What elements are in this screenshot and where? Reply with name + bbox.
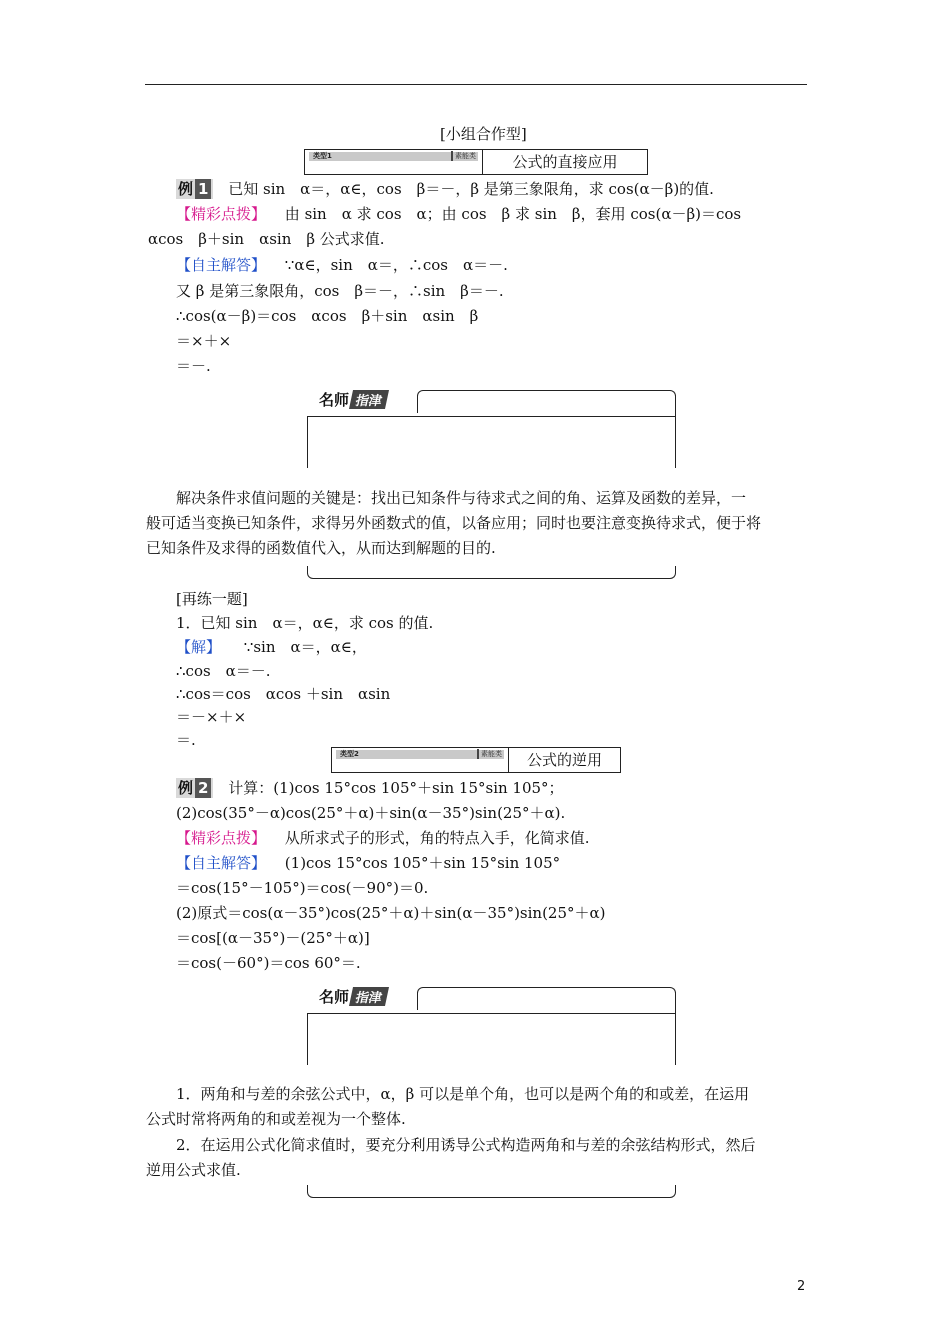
example1-solve-line1 <box>176 255 508 275</box>
tips1-head-b: 指津 <box>349 390 389 409</box>
practice-label: [再练一题] <box>176 590 248 608</box>
example2-question-line <box>176 778 564 798</box>
type2-tag <box>332 748 509 772</box>
example1-hint-label: 【精彩点拨】 <box>176 205 267 223</box>
type1-tag-label: 类型1 <box>313 152 332 160</box>
type1-box <box>304 149 648 175</box>
example2-line: ＝cos(－60°)＝cos 60°＝. <box>176 954 361 972</box>
type2-title: 公式的逆用 <box>526 751 602 769</box>
tips1-head-a: 名师 <box>319 390 350 409</box>
page-number: 2 <box>797 1279 806 1294</box>
practice-question: 1．已知 sin α＝，α∈，求 cos 的值. <box>176 614 434 632</box>
practice-line: ＝. <box>176 731 196 749</box>
example1-line: ＝×＋× <box>176 332 232 350</box>
type2-box <box>331 747 621 773</box>
tips2-head-b: 指津 <box>349 987 389 1006</box>
example2-question2: (2)cos(35°－α)cos(25°＋α)＋sin(α－35°)sin(25°＋α). <box>176 804 566 822</box>
tips2-line: 逆用公式求值. <box>146 1161 241 1179</box>
practice-line: ∴cos＝cos αcos ＋sin αsin <box>176 685 391 703</box>
example1-hint-line1 <box>176 204 741 224</box>
example2-line: ＝cos[(α－35°)－(25°＋α)] <box>176 929 370 947</box>
example2-hint-text1: 从所求式子的形式，角的特点入手，化简求值. <box>284 829 590 847</box>
practice-line: ∴cos α＝－. <box>176 662 271 680</box>
tips1-line: 已知条件及求得的函数值代入，从而达到解题的目的. <box>146 539 496 557</box>
example2-question: 计算：(1)cos 15°cos 105°＋sin 15°sin 105°； <box>228 779 564 797</box>
practice-solve-line1 <box>176 637 367 657</box>
example2-badge: 例 2 <box>176 778 213 798</box>
section-label: [小组合作型] <box>440 125 527 143</box>
practice-solve-text1: ∵sin α＝，α∈， <box>243 638 367 656</box>
header-rule <box>145 84 807 85</box>
example2-line: (2)原式＝cos(α－35°)cos(25°＋α)＋sin(α－35°)sin(25°＋α) <box>176 904 606 922</box>
example2-hint-label: 【精彩点拨】 <box>176 829 267 847</box>
example1-question: 已知 sin α＝，α∈，cos β＝－，β 是第三象限角，求 cos(α－β)的值. <box>228 180 714 198</box>
example2-hint-line <box>176 828 590 848</box>
example1-solve-text1: ∵α∈，sin α＝，∴cos α＝－. <box>284 256 508 274</box>
type2-tag-right: 素能类 <box>477 749 502 759</box>
example1-hint-line2: αcos β＋sin αsin β 公式求值. <box>148 230 385 248</box>
example1-badge: 例 1 <box>176 179 213 199</box>
tips2-line: 公式时常将两角的和或差视为一个整体. <box>146 1110 406 1128</box>
example1-solve-label: 【自主解答】 <box>176 256 267 274</box>
tips2-head-a: 名师 <box>319 987 350 1006</box>
type1-title: 公式的直接应用 <box>512 153 618 171</box>
type1-tag <box>305 150 483 174</box>
tips2-line: 1．两角和与差的余弦公式中，α，β 可以是单个角，也可以是两个角的和或差，在运用 <box>176 1085 750 1103</box>
example1-line: 又 β 是第三象限角，cos β＝－，∴sin β＝－. <box>176 282 504 300</box>
example2-solve-label: 【自主解答】 <box>176 854 267 872</box>
type1-tag-right: 素能类 <box>451 151 476 161</box>
practice-line: ＝－×＋× <box>176 708 247 726</box>
tips1-line: 般可适当变换已知条件，求得另外函数式的值，以备应用；同时也要注意变换待求式，便于将 <box>146 514 762 532</box>
example1-line: ∴cos(α－β)＝cos αcos β＋sin αsin β <box>176 307 479 325</box>
tips2-head <box>319 985 387 1007</box>
tips1-head <box>319 388 387 410</box>
example1-hint-text1: 由 sin α 求 cos α；由 cos β 求 sin β，套用 cos(α－β)＝cos <box>284 205 742 223</box>
type2-tag-label: 类型2 <box>340 750 359 758</box>
example2-solve-line1 <box>176 853 560 873</box>
example2-solve-text1: (1)cos 15°cos 105°＋sin 15°sin 105° <box>284 854 561 872</box>
tips1-line: 解决条件求值问题的关键是：找出已知条件与待求式之间的角、运算及函数的差异，一 <box>176 489 747 507</box>
tips2-line: 2．在运用公式化简求值时，要充分利用诱导公式构造两角和与差的余弦结构形式，然后 <box>176 1136 756 1154</box>
practice-solve-label: 【解】 <box>176 638 222 656</box>
example2-line: ＝cos(15°－105°)＝cos(－90°)＝0. <box>176 879 429 897</box>
example1-question-line <box>176 179 714 199</box>
example1-line: ＝－. <box>176 357 211 375</box>
